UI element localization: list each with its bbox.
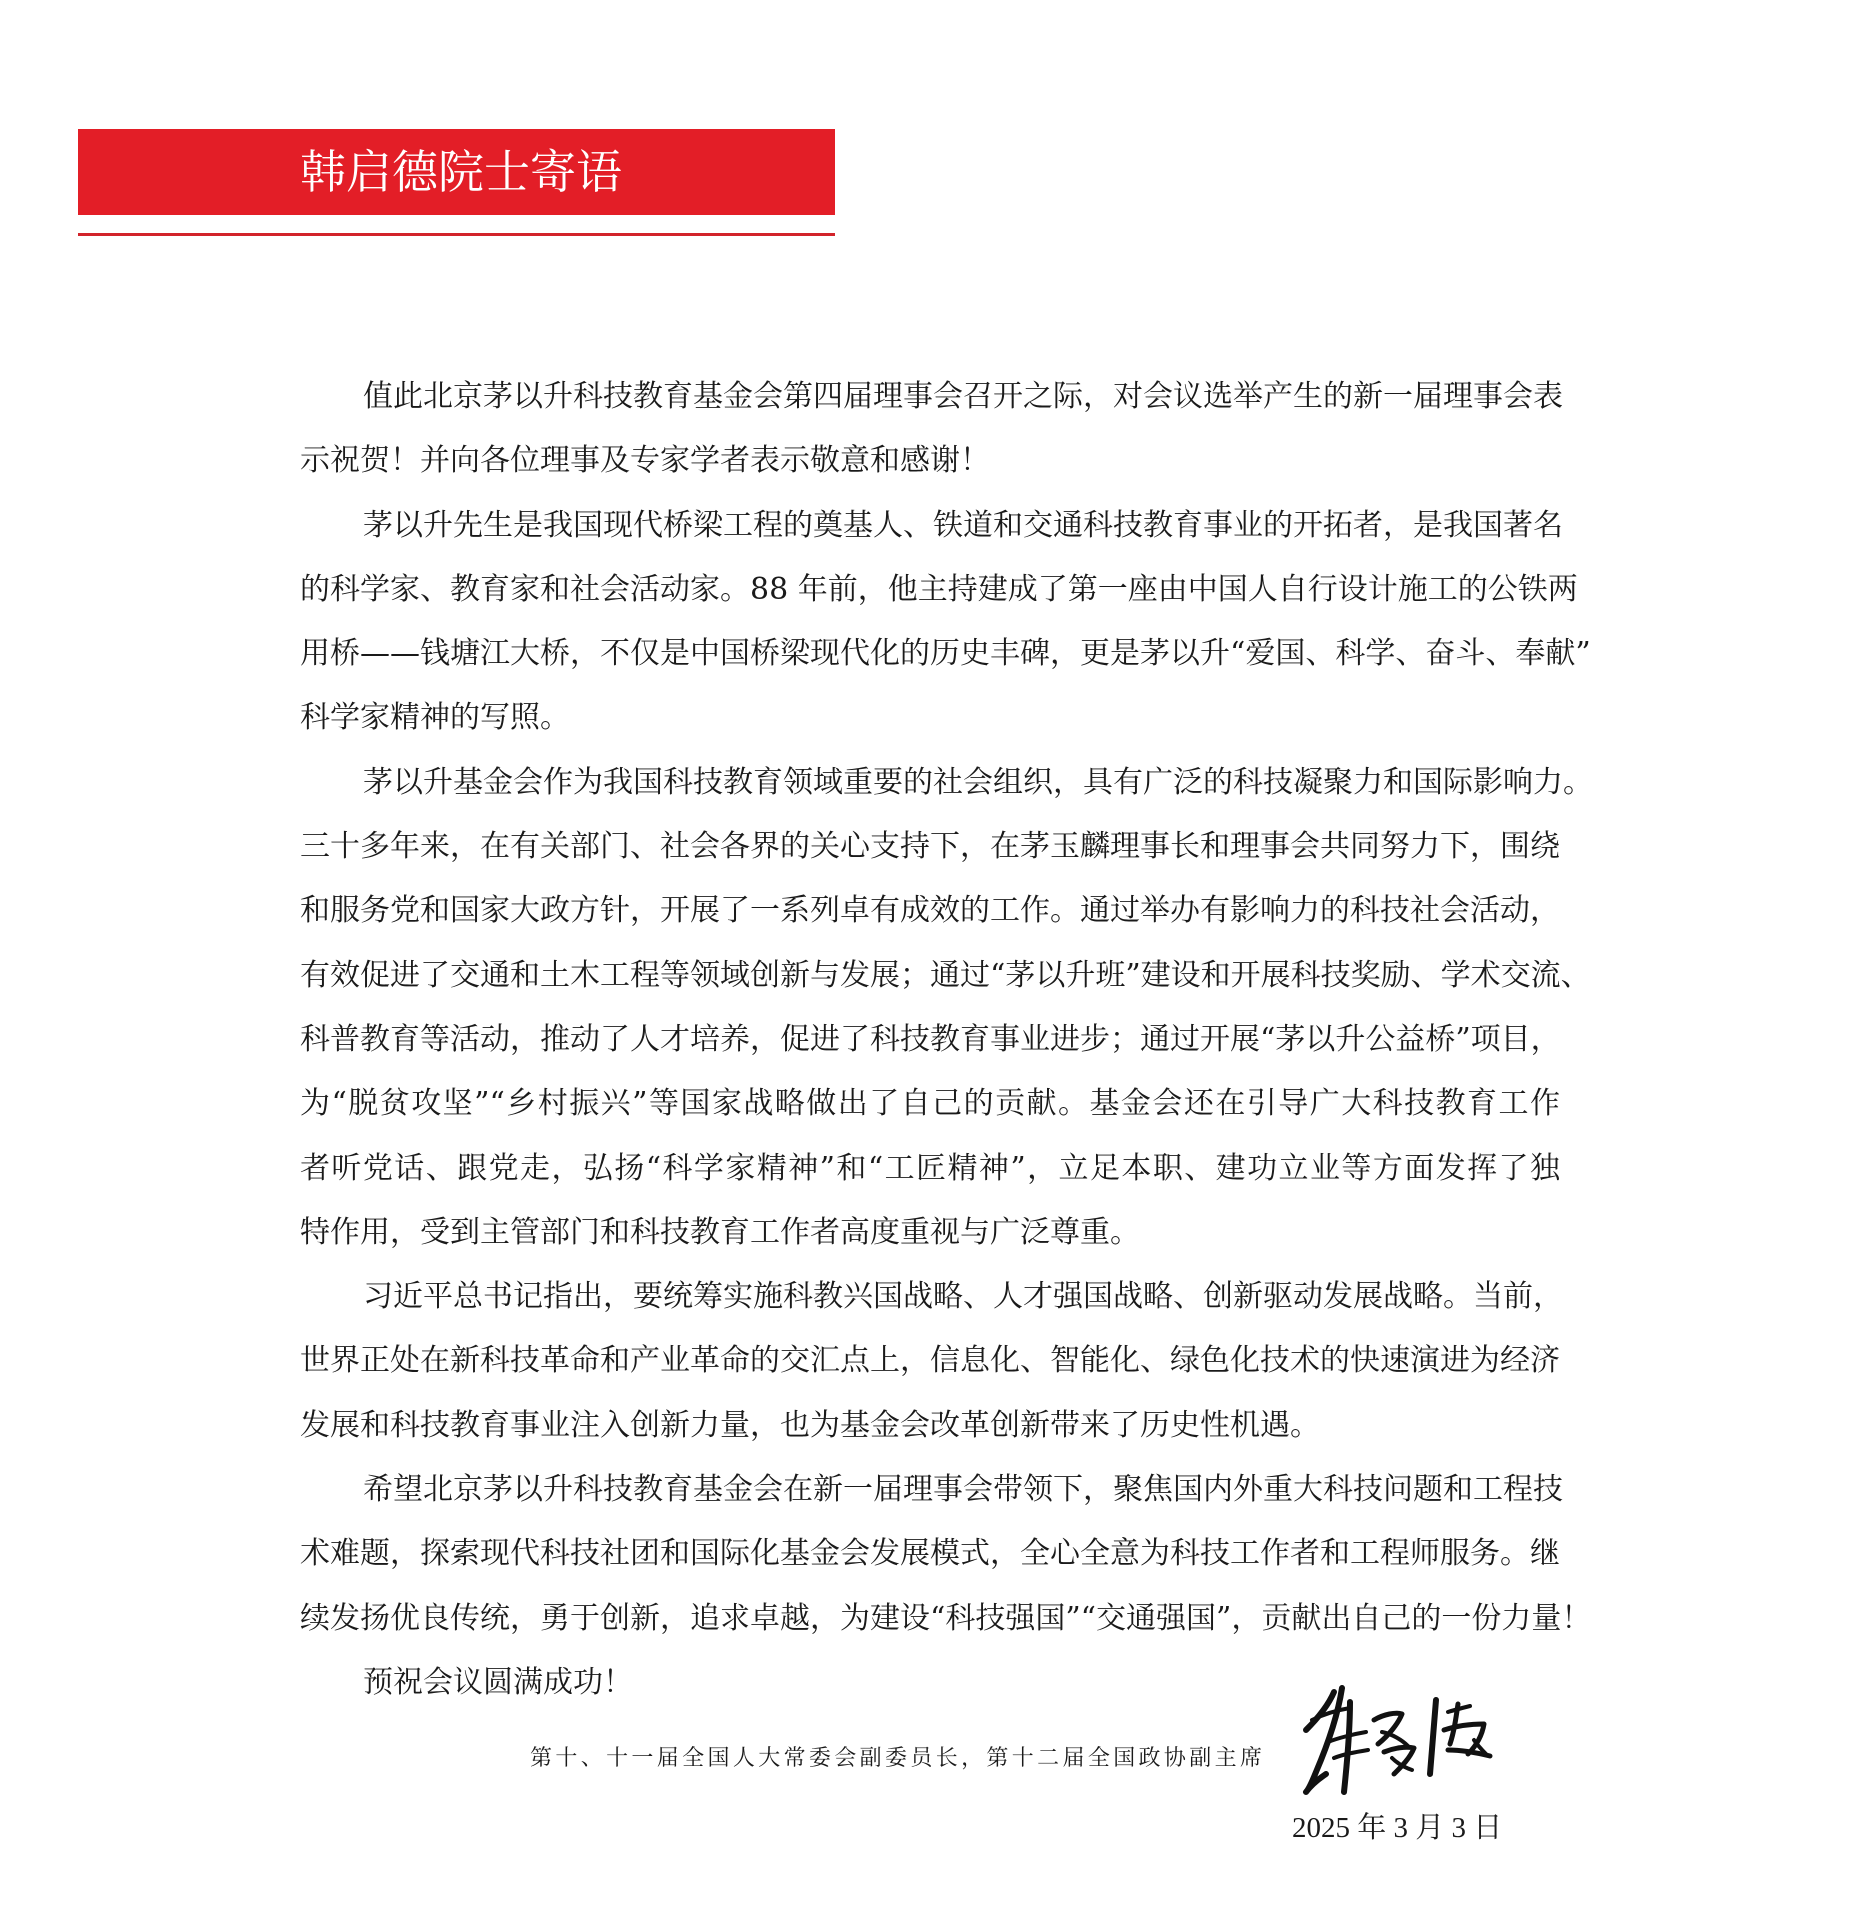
page-title: 韩启德院士寄语 — [300, 145, 622, 199]
letter-body — [300, 372, 1593, 1722]
paragraph-3-line-4: 有效促进了交通和土木工程等领域创新与发展；通过“茅以升班”建设和开展科技奖励、学术交流、 — [300, 957, 1591, 993]
paragraph-3-line-1: 茅以升基金会作为我国科技教育领域重要的社会组织，具有广泛的科技凝聚力和国际影响力。 — [363, 764, 1593, 800]
paragraph-3-line-8: 特作用，受到主管部门和科技教育工作者高度重视与广泛尊重。 — [300, 1214, 1140, 1250]
paragraph-3-line-7: 者听党话、跟党走，弘扬“科学家精神”和“工匠精神”，立足本职、建功立业等方面发挥了独 — [300, 1150, 1560, 1186]
letter-date: 2025 年 3 月 3 日 — [1292, 1812, 1503, 1844]
paragraph-5-line-3: 续发扬优良传统，勇于创新，追求卓越，为建设“科技强国”“交通强国”，贡献出自己的一份力量！ — [300, 1600, 1592, 1636]
paragraph-2-line-4: 科学家精神的写照。 — [300, 700, 570, 736]
paragraph-4-line-3: 发展和科技教育事业注入创新力量，也为基金会改革创新带来了历史性机遇。 — [300, 1407, 1320, 1443]
paragraph-4-line-1: 习近平总书记指出，要统筹实施科教兴国战略、人才强国战略、创新驱动发展战略。当前， — [363, 1279, 1563, 1315]
paragraph-2-line-3: 用桥——钱塘江大桥，不仅是中国桥梁现代化的历史丰碑，更是茅以升“爱国、科学、奋斗、奉献” — [300, 636, 1591, 672]
header-underline-divider — [78, 233, 835, 236]
handwritten-signature-icon — [1298, 1684, 1504, 1802]
closing-wish: 预祝会议圆满成功！ — [363, 1664, 633, 1700]
paragraph-3-line-5: 科普教育等活动，推动了人才培养，促进了科技教育事业进步；通过开展“茅以升公益桥”项目， — [300, 1021, 1561, 1057]
paragraph-2-line-2: 的科学家、教育家和社会活动家。88 年前，他主持建成了第一座由中国人自行设计施工的公铁两 — [300, 571, 1578, 607]
paragraph-1-line-2: 示祝贺！并向各位理事及专家学者表示敬意和感谢！ — [300, 443, 990, 479]
signatory-title: 第十、十一届全国人大常委会副委员长，第十二届全国政协副主席 — [530, 1746, 1262, 1771]
paragraph-3-line-3: 和服务党和国家大政方针，开展了一系列卓有成效的工作。通过举办有影响力的科技社会活动， — [300, 893, 1560, 929]
paragraph-3-line-6: 为“脱贫攻坚”“乡村振兴”等国家战略做出了自己的贡献。基金会还在引导广大科技教育工作 — [300, 1086, 1560, 1122]
paragraph-3-line-2: 三十多年来，在有关部门、社会各界的关心支持下，在茅玉麟理事长和理事会共同努力下，围绕 — [300, 829, 1560, 865]
paragraph-1-line-1: 值此北京茅以升科技教育基金会第四届理事会召开之际，对会议选举产生的新一届理事会表 — [363, 379, 1563, 414]
paragraph-4-line-2: 世界正处在新科技革命和产业革命的交汇点上，信息化、智能化、绿色化技术的快速演进为经济 — [300, 1343, 1560, 1379]
paragraph-5-line-2: 术难题，探索现代科技社团和国际化基金会发展模式，全心全意为科技工作者和工程师服务。继 — [300, 1536, 1560, 1572]
header-banner — [78, 129, 835, 215]
paragraph-5-line-1: 希望北京茅以升科技教育基金会在新一届理事会带领下，聚焦国内外重大科技问题和工程技 — [363, 1472, 1563, 1508]
paragraph-2-line-1: 茅以升先生是我国现代桥梁工程的奠基人、铁道和交通科技教育事业的开拓者，是我国著名 — [363, 507, 1563, 543]
